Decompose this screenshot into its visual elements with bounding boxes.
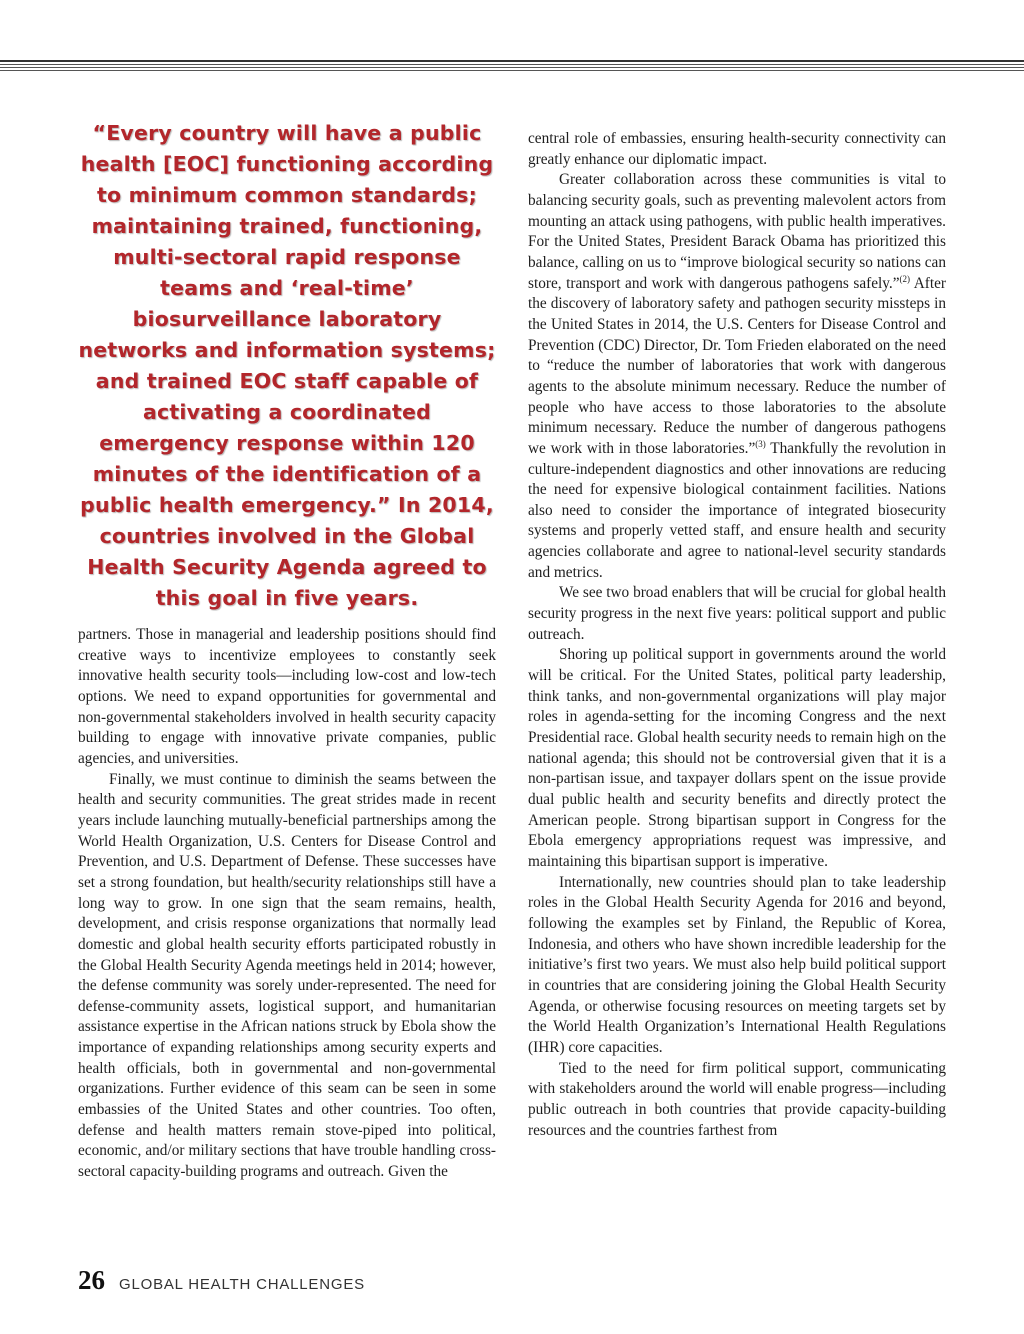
body-paragraph: Internationally, new countries should plan to take leadership roles in the Global Health Security Agenda for 2016 and beyond, following the examples set by Finland, the Republic of Korea, Indonesia, and others who have shown incredible leadership for the initiative’s first two years. We must also help build political support in countries that are considering joining the Global Health Security Agenda, or otherwise focusing resources on meeting targets set by the World Health Organization’s International Health Regulations (IHR) core capacities. xyxy=(528,873,946,1056)
body-paragraph: Shoring up political support in governments around the world will be critical. For the United States, political party leadership, think tanks, and non-governmental organizations will play major roles in agenda-setting for the incoming Congress and the next Presidential race. Global health security needs to remain high on the national agenda; this should not be controversial given that it is a non-partisan issue, and taxpayer dollars spent on the issue provide dual public health and security benefits and directly protect the American people. Strong bipartisan support in Congress for the Ebola emergency appropriations request was impressive, and maintaining this bipartisan support is imperative. xyxy=(528,646,946,870)
paragraph-text: After the discovery of laboratory safety and pathogen security missteps in the United States in 2014, the U.S. Centers for Disease Control and Prevention (CDC) Director, Dr. Tom Frieden elaborated on the need to “reduce the number of laboratories that work with dangerous agents to the absolute minimum necessary. Reduce the number of people who have access to those laboratories to the absolute minimum necessary. Reduce the number of dangerous pathogens we work with in those laboratories.” xyxy=(528,274,946,457)
right-column xyxy=(528,129,946,1141)
header-rule xyxy=(0,60,1024,62)
header-rule xyxy=(0,64,1024,65)
paragraph-text: Thankfully the revolution in culture-independent diagnostics and other innovations are reducing the need for expensive biological containment facilities. Nations also need to consider the importance of integrated biosecurity systems and properly vetted staff, and ensure health and security agencies collaborate and agree to national-level security standards and metrics. xyxy=(528,439,946,581)
pull-quote xyxy=(78,118,496,614)
body-paragraph: central role of embassies, ensuring health-security connectivity can greatly enhance our diplomatic impact. xyxy=(528,130,946,168)
page-number: 26 xyxy=(78,1265,105,1295)
footnote-reference: (2) xyxy=(899,273,911,284)
body-paragraph: partners. Those in managerial and leadership positions should find creative ways to incentivize employees to constantly seek innovative health security tools—including low-cost and low-tech options. We need to expand opportunities for governmental and non-governmental stakeholders involved in health security capacity building to engage with innovative private companies, public agencies, and universities. xyxy=(78,626,496,767)
paragraph-text: Greater collaboration across these communities is vital to balancing security goals, such as preventing malevolent actors from mounting an attack using pathogens, with public health imperatives. For the United States, President Barack Obama has prioritized this balance, calling on us to “improve biological security so nations can store, transport and work with dangerous pathogens safely.” xyxy=(528,171,946,292)
header-rules xyxy=(0,60,1024,73)
body-paragraph: Finally, we must continue to diminish the seams between the health and security communities. The great strides made in recent years include launching mutually-beneficial partnerships among the World Health Organization, U.S. Centers for Disease Control and Prevention, and U.S. Department of Defense. These successes have set a strong foundation, but health/security relationships still have a long way to grow. In one sign that the seam remains, health, development, and crisis response organizations that normally lead domestic and global health security efforts participated robustly in the Global Health Security Agenda meetings held in 2014; however, the defense community was sorely under-represented. The need for defense-community assets, logistical support, and humanitarian assistance expertise in the African nations struck by Ebola show the importance of expanding relationships among security experts and health officials, both in governmental and non-governmental organizations. Further evidence of this seam can be seen in some embassies of the United States and other countries. Too often, defense and health matters remain stove-piped into political, economic, and/or military sections that have trouble handling cross-sectoral capacity-building programs and outreach. Given the xyxy=(78,770,496,1181)
body-paragraph xyxy=(528,170,946,583)
body-paragraph: Tied to the need for firm political support, communicating with stakeholders around the world will enable progress—including public outreach in both countries that provide capacity-building resources and the countries farthest from xyxy=(528,1059,946,1139)
footnote-reference: (3) xyxy=(755,438,766,449)
header-rule xyxy=(0,67,1024,68)
left-column xyxy=(78,625,496,1183)
pull-quote-text: “Every country will have a public health [EOC] functioning according to minimum common standards; maintaining trained, functioning, multi-sectoral rapid response teams and ‘real-time’ biosurveillance laboratory networks and information systems; and trained EOC staff capable of activating a coordinated emergency response within 120 minutes of the identification of a public health emergency.” In 2014, countries involved in the Global Health Security Agenda agreed to this goal in five years. xyxy=(78,121,496,610)
header-rule xyxy=(0,70,1024,71)
running-title: GLOBAL HEALTH CHALLENGES xyxy=(119,1276,365,1293)
page-footer xyxy=(78,1265,365,1296)
body-paragraph: We see two broad enablers that will be crucial for global health security progress in the next five years: political support and public outreach. xyxy=(528,584,946,643)
